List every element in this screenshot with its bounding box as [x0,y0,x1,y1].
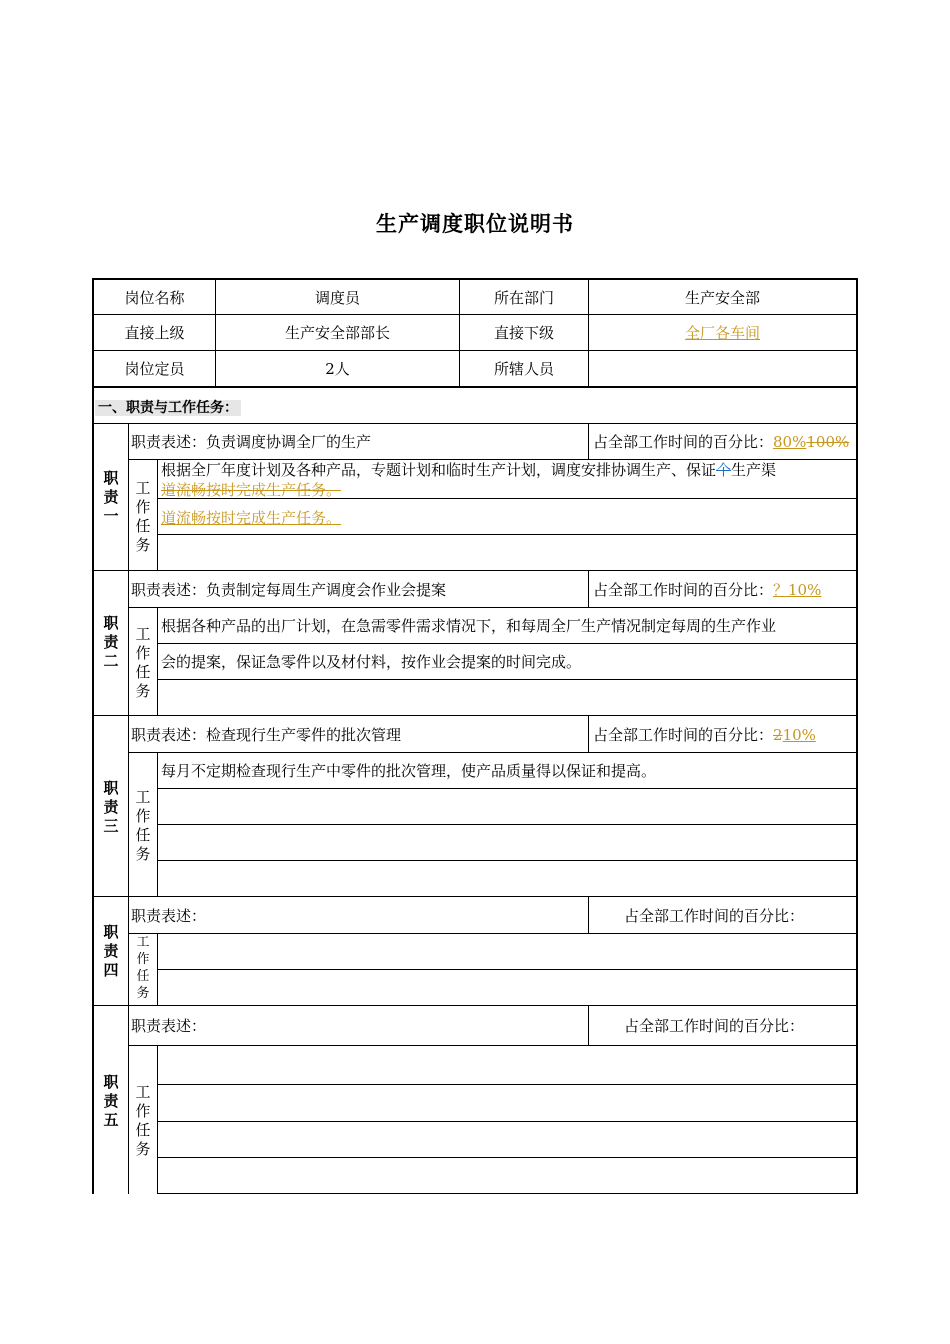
page-title: 生产调度职位说明书 [376,212,574,236]
duty-statement-5: 职责表述： [131,1017,207,1035]
duty-statement-3: 职责表述：检查现行生产零件的批次管理 [131,726,402,744]
section-heading: 一、职责与工作任务： [95,400,241,416]
duty-statement-2: 职责表述：负责制定每周生产调度会作业会提案 [131,581,447,599]
duty-label-1: 职责一 [103,469,119,525]
task-text-3: 每月不定期检查现行生产中零件的批次管理，使产品质量得以保证和提高。 [161,762,657,780]
subordinate-value: 全厂各车间 [684,324,760,342]
task-inserted-1: 道流畅按时完成生产任务。 [161,509,342,527]
duty-label-5: 职责五 [103,1073,119,1129]
job-title-value: 调度员 [314,289,360,307]
department-label: 所在部门 [493,289,554,307]
subordinate-label: 直接下级 [493,324,554,342]
duty-statement-4: 职责表述： [131,907,207,925]
task-text-2b: 会的提案，保证急零件以及材付料，按作业会提案的时间完成。 [161,653,582,671]
work-task-label-4: 工作任务 [136,935,150,1001]
department-value: 生产安全部 [684,289,760,307]
task-deleted-1: 道流畅按时完成生产任务。 [161,481,342,499]
duty-label-4: 职责四 [103,923,119,979]
time-percent-5: 占全部工作时间的百分比： [624,1017,805,1035]
headcount-value: 2人 [325,360,350,378]
supervisor-value: 生产安全部部长 [284,324,390,342]
time-percent-2: 占全部工作时间的百分比：？10% [593,581,822,599]
headcount-label: 岗位定员 [124,360,185,378]
work-task-label-2: 工作任务 [135,625,151,700]
duty-statement-1: 职责表述：负责调度协调全厂的生产 [131,433,372,451]
work-task-label-1: 工作任务 [135,479,151,554]
time-percent-3: 占全部工作时间的百分比：210% [593,726,816,744]
supervisor-label: 直接上级 [124,324,185,342]
work-task-label-5: 工作任务 [135,1083,151,1158]
work-task-label-3: 工作任务 [135,788,151,863]
task-text-2a: 根据各种产品的出厂计划，在急需零件需求情况下，和每周全厂生产情况制定每周的生产作业 [161,617,777,635]
time-percent-4: 占全部工作时间的百分比： [624,907,805,925]
task-text-1: 根据全厂年度计划及各种产品，专题计划和临时生产计划，调度安排协调生产、保证个生产渠 [161,461,777,479]
job-title-label: 岗位名称 [124,289,185,307]
staff-label: 所辖人员 [493,360,554,378]
time-percent-1: 占全部工作时间的百分比：80%100% [593,433,850,451]
duty-label-3: 职责三 [103,779,119,835]
duty-label-2: 职责二 [103,614,119,670]
